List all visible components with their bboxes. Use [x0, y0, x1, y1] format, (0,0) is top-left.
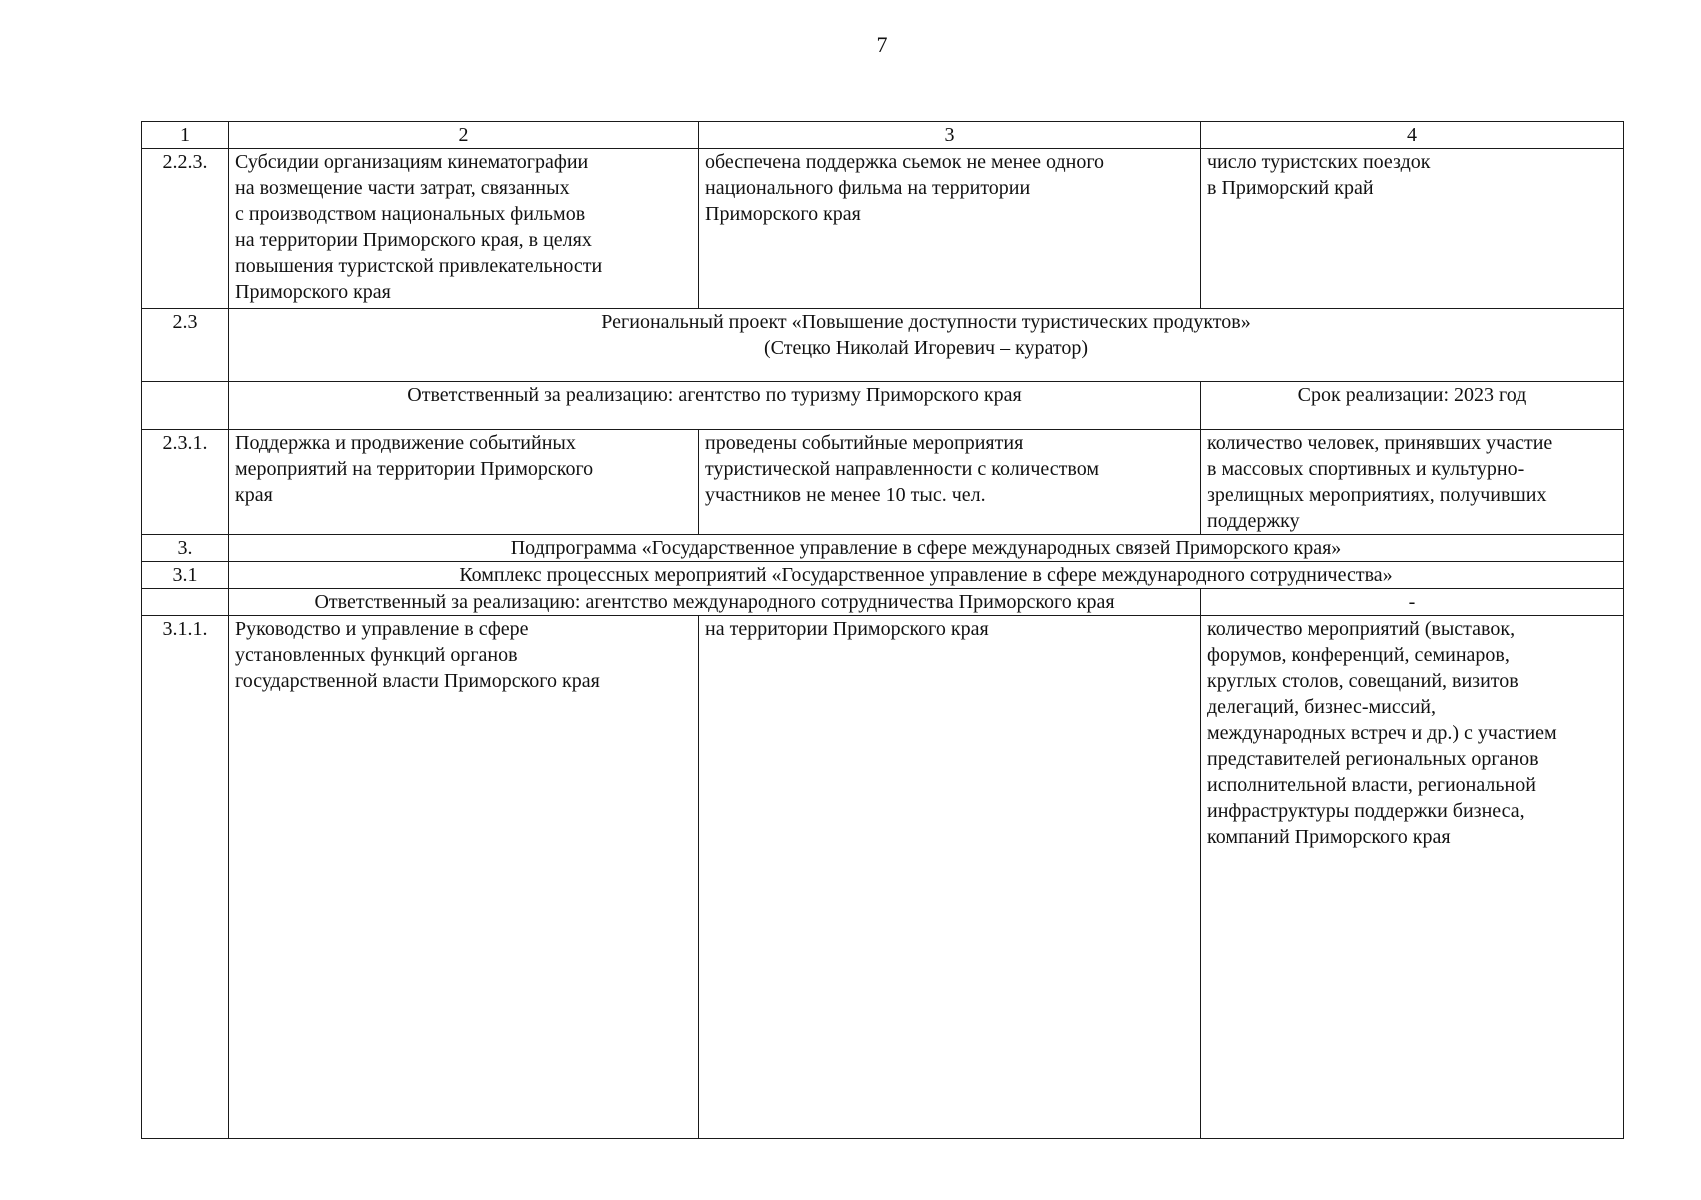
measure-name: Субсидии организациям кинематографии на возмещение части затрат, связанных с производством национальных фильмов на территории Приморского края, в целях повышения туристской привлекательности Приморского края [229, 149, 699, 309]
term-text: Срок реализации: 2023 год [1201, 382, 1624, 430]
complex-row [142, 562, 1624, 589]
header-col-4: 4 [1201, 122, 1624, 149]
measure-name: Поддержка и продвижение событийных мероприятий на территории Приморского края [229, 430, 699, 535]
header-col-3: 3 [699, 122, 1201, 149]
page-number: 7 [876, 32, 888, 57]
project-title: Региональный проект «Повышение доступности туристических продуктов» (Стецко Николай Игоревич – куратор) [229, 309, 1624, 382]
table-row [142, 149, 1624, 309]
table-row [142, 430, 1624, 535]
empty-cell [142, 589, 229, 616]
subprogram-row [142, 535, 1624, 562]
table-row [142, 616, 1624, 1139]
indicator: число туристских поездок в Приморский край [1201, 149, 1624, 309]
responsible-text: Ответственный за реализацию: агентство международного сотрудничества Приморского края [229, 589, 1201, 616]
row-number: 2.3 [142, 309, 229, 382]
header-row [142, 122, 1624, 149]
indicator: количество человек, принявших участие в массовых спортивных и культурно- зрелищных мероприятиях, получивших поддержку [1201, 430, 1624, 535]
row-number: 3.1 [142, 562, 229, 589]
row-number: 2.2.3. [142, 149, 229, 309]
responsible-row [142, 382, 1624, 430]
header-col-1: 1 [142, 122, 229, 149]
complex-title: Комплекс процессных мероприятий «Государственное управление в сфере международного сотрудничества» [229, 562, 1624, 589]
indicator: количество мероприятий (выставок, форумов, конференций, семинаров, круглых столов, совещаний, визитов делегаций, бизнес-миссий, международных встреч и др.) с участием представителей региональных органов исполнительной власти, региональной инфраструктуры поддержки бизнеса, компаний Приморского края [1201, 616, 1624, 1139]
program-table [141, 121, 1624, 1139]
measure-name: Руководство и управление в сфере установленных функций органов государственной власти Приморского края [229, 616, 699, 1139]
header-col-2: 2 [229, 122, 699, 149]
responsible-text: Ответственный за реализацию: агентство по туризму Приморского края [229, 382, 1201, 430]
row-number: 3. [142, 535, 229, 562]
row-number: 2.3.1. [142, 430, 229, 535]
row-number: 3.1.1. [142, 616, 229, 1139]
empty-cell [142, 382, 229, 430]
expected-result: проведены событийные мероприятия туристической направленности с количеством участников не менее 10 тыс. чел. [699, 430, 1201, 535]
expected-result: обеспечена поддержка сьемок не менее одного национального фильма на территории Приморского края [699, 149, 1201, 309]
expected-result: на территории Приморского края [699, 616, 1201, 1139]
term-text: - [1201, 589, 1624, 616]
responsible-row [142, 589, 1624, 616]
subprogram-title: Подпрограмма «Государственное управление в сфере международных связей Приморского края» [229, 535, 1624, 562]
project-row [142, 309, 1624, 382]
